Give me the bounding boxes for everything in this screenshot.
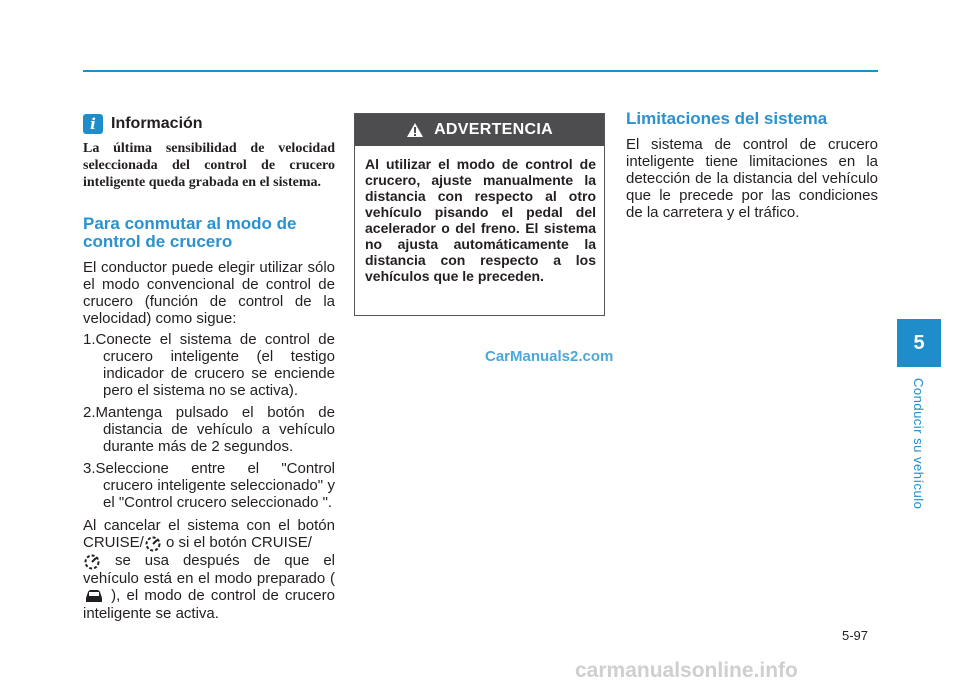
warning-header [355,114,604,146]
step-item: 2.Mantenga pulsado el botón de distancia de vehículo a vehículo durante más de 2 segundos. [83,404,335,455]
footer-watermark: carmanualsonline.info [575,659,798,682]
info-title: Información [111,115,203,132]
closing-text-2: o si el botón CRUISE/ [161,534,312,551]
warning-box [354,113,605,316]
warning-text: Al utilizar el modo de control de crucero, ajuste manualmente la distancia con respecto al otro vehículo pisando el pedal del acelerador o del freno. El sistema no ajusta automáticamente la distancia con respecto a los vehículos que le preceden. [365,156,596,284]
left-column [83,110,335,626]
chapter-label [897,378,941,508]
section-heading-switch-mode: Para conmutar al modo de control de crucero [83,214,297,251]
closing-text-1: Al cancelar el sistema con el botón CRUISE/ [83,517,335,551]
limitations-text: El sistema de control de crucero inteligente tiene limitaciones en la detección de la distancia del vehículo que le precede por las condiciones de la carretera y el tráfico. [626,136,878,221]
chapter-label-text: Conducir su vehículo [911,378,926,510]
top-rule [83,70,878,72]
info-icon: i [83,114,103,134]
vehicle-ahead-icon [83,587,105,605]
warning-label: ADVERTENCIA [434,121,553,138]
info-text: La última sensibilidad de velocidad seleccionada del control de crucero inteligente queda grabada en el sistema. [83,141,335,190]
step-item: 3.Seleccione entre el "Control crucero inteligente seleccionado" y el "Control crucero seleccionado ". [83,460,335,511]
chapter-tab: 5 [897,319,941,367]
steps-list [83,331,335,511]
page-number: 5-97 [842,628,869,643]
closing-text-4: ), el modo de control de crucero inteligente se activa. [83,587,335,623]
step-item: 1.Conecte el sistema de control de crucero inteligente (el testigo indicador de crucero se enciende pero el sistema no se activa). [83,331,335,399]
closing-text-3: se usa después de que el vehículo está en el modo preparado ( [83,552,335,588]
closing-paragraph [83,517,335,622]
cruise-speedometer-icon [144,534,162,552]
info-header [83,114,335,134]
warning-triangle-icon [406,122,424,138]
section-heading-limitations: Limitaciones del sistema [626,109,828,128]
section-intro: El conductor puede elegir utilizar sólo el modo convencional de control de crucero (función de control de la velocidad) como sigue: [83,259,335,327]
cruise-speedometer-icon [83,552,101,570]
right-column [626,110,878,225]
watermark: CarManuals2.com [485,348,614,365]
